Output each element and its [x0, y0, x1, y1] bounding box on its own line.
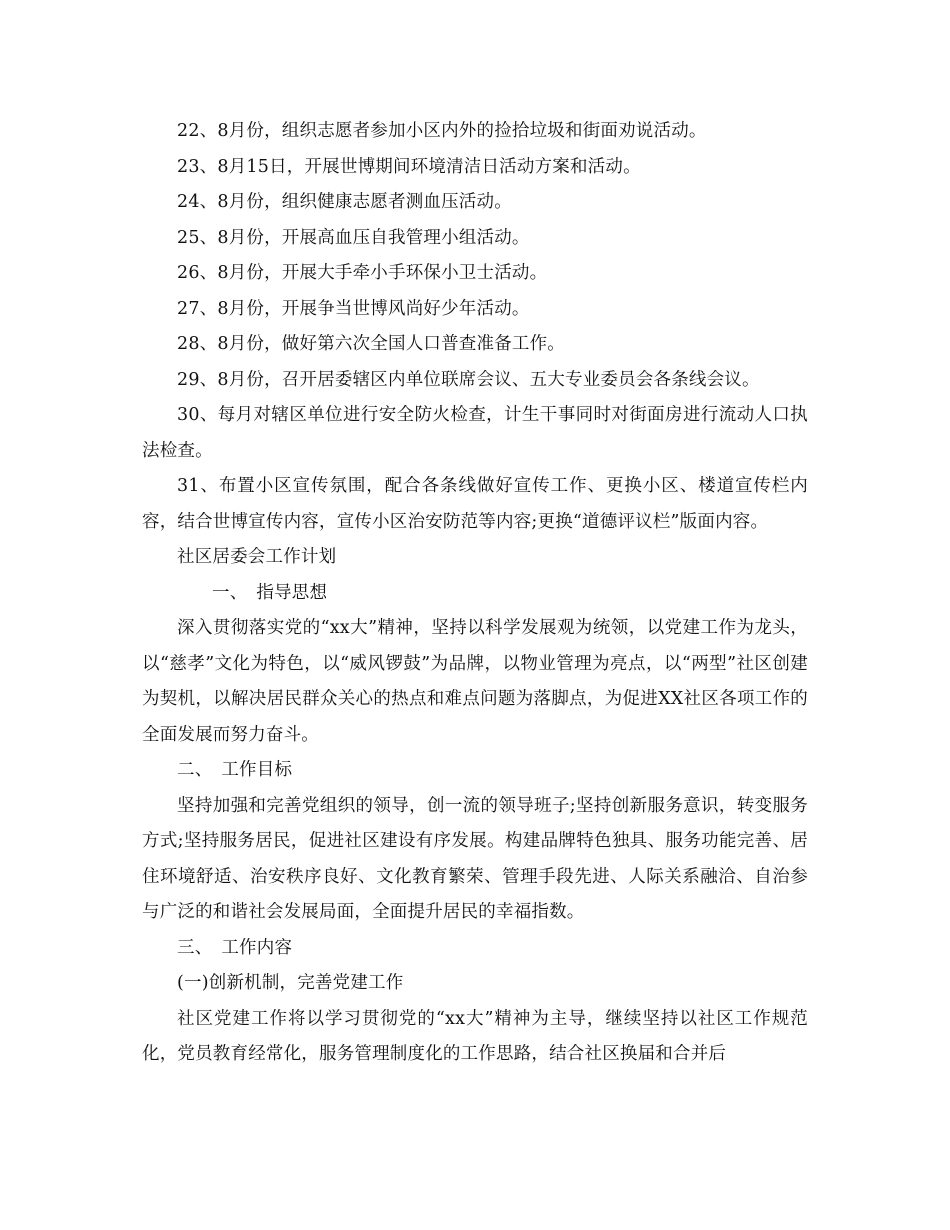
heading-work-goals: 二、 工作目标 [177, 760, 293, 780]
document-body [142, 114, 808, 1073]
section-title: 社区居委会工作计划 [177, 547, 337, 567]
list-item-23: 23、8月15日，开展世博期间环境清洁日活动方案和活动。 [177, 156, 641, 177]
list-item-28: 28、8月份，做好第六次全国人口普查准备工作。 [177, 334, 566, 354]
list-item-22: 22、8月份，组织志愿者参加小区内外的捡拾垃圾和街面劝说活动。 [177, 121, 707, 141]
subheading-party-building: (一)创新机制，完善党建工作 [177, 973, 404, 993]
list-item-29: 29、8月份，召开居委辖区内单位联席会议、五大专业委员会各条线会议。 [177, 369, 760, 390]
list-item-24: 24、8月份，组织健康志愿者测血压活动。 [177, 192, 512, 212]
list-item-30: 30、每月对辖区单位进行安全防火检查，计生干事同时对街面房进行流动人口执法检查。 [142, 405, 808, 461]
list-item-27: 27、8月份，开展争当世博风尚好少年活动。 [177, 298, 530, 319]
paragraph-party-building: 社区党建工作将以学习贯彻党的“xx大”精神为主导，继续坚持以社区工作规范化，党员教育经常化，服务管理制度化的工作思路，结合社区换届和合并后 [142, 1008, 808, 1064]
list-item-31: 31、布置小区宣传氛围，配合各条线做好宣传工作、更换小区、楼道宣传栏内容，结合世博宣传内容，宣传小区治安防范等内容;更换“道德评议栏”版面内容。 [142, 476, 808, 532]
list-item-25: 25、8月份，开展高血压自我管理小组活动。 [177, 227, 530, 248]
paragraph-guiding-ideology: 深入贯彻落实党的“xx大”精神，坚持以科学发展观为统领，以党建工作为龙头，以“慈孝”文化为特色，以“威风锣鼓”为品牌，以物业管理为亮点，以“两型”社区创建为契机，以解决居民群众关心的热点和难点问题为落脚点，为促进XX社区各项工作的全面发展而努力奋斗。 [142, 618, 808, 745]
list-item-26: 26、8月份，开展大手牵小手环保小卫士活动。 [177, 263, 548, 283]
heading-work-content: 三、 工作内容 [177, 937, 293, 958]
paragraph-work-goals: 坚持加强和完善党组织的领导，创一流的领导班子;坚持创新服务意识，转变服务方式;坚持服务居民，促进社区建设有序发展。构建品牌特色独具、服务功能完善、居住环境舒适、治安秩序良好、文化教育繁荣、管理手段先进、人际关系融洽、自治参与广泛的和谐社会发展局面，全面提升居民的幸福指数。 [142, 795, 808, 922]
heading-guiding-ideology: 一、 指导思想 [212, 582, 328, 603]
